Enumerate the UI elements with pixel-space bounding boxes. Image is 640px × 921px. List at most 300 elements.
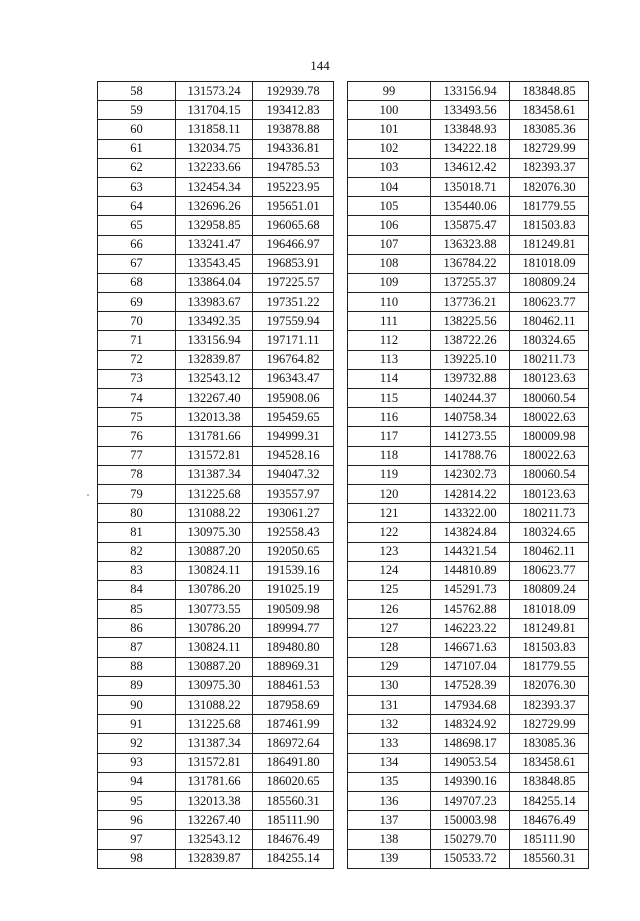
table-row [98, 427, 334, 446]
y-coordinate-cell: 180022.63 [510, 408, 589, 427]
point-number-cell: 77 [98, 446, 176, 465]
x-coordinate-cell: 138722.26 [431, 331, 510, 350]
point-number-cell: 90 [98, 696, 176, 715]
x-coordinate-cell: 131088.22 [176, 504, 253, 523]
x-coordinate-cell: 148698.17 [431, 734, 510, 753]
point-number-cell: 116 [348, 408, 431, 427]
table-row [348, 235, 589, 254]
y-coordinate-cell: 184676.49 [253, 830, 334, 849]
point-number-cell: 58 [98, 82, 176, 101]
table-row [348, 139, 589, 158]
point-number-cell: 66 [98, 235, 176, 254]
y-coordinate-cell: 194336.81 [253, 139, 334, 158]
y-coordinate-cell: 182076.30 [510, 676, 589, 695]
table-row [98, 82, 334, 101]
point-number-cell: 122 [348, 523, 431, 542]
point-number-cell: 71 [98, 331, 176, 350]
point-number-cell: 121 [348, 504, 431, 523]
point-number-cell: 126 [348, 600, 431, 619]
x-coordinate-cell: 140758.34 [431, 408, 510, 427]
x-coordinate-cell: 144810.89 [431, 561, 510, 580]
x-coordinate-cell: 132013.38 [176, 408, 253, 427]
table-row [98, 772, 334, 791]
point-number-cell: 78 [98, 465, 176, 484]
point-number-cell: 119 [348, 465, 431, 484]
point-number-cell: 101 [348, 120, 431, 139]
x-coordinate-cell: 132696.26 [176, 197, 253, 216]
point-number-cell: 135 [348, 772, 431, 791]
table-row [348, 830, 589, 849]
point-number-cell: 64 [98, 197, 176, 216]
x-coordinate-cell: 131387.34 [176, 734, 253, 753]
table-row [98, 101, 334, 120]
x-coordinate-cell: 139732.88 [431, 369, 510, 388]
x-coordinate-cell: 138225.56 [431, 312, 510, 331]
coordinate-table-right [347, 81, 589, 869]
page-number: 144 [310, 58, 330, 73]
x-coordinate-cell: 131704.15 [176, 101, 253, 120]
point-number-cell: 117 [348, 427, 431, 446]
point-number-cell: 128 [348, 638, 431, 657]
x-coordinate-cell: 144321.54 [431, 542, 510, 561]
y-coordinate-cell: 180462.11 [510, 312, 589, 331]
x-coordinate-cell: 133543.45 [176, 254, 253, 273]
table-row [348, 734, 589, 753]
point-number-cell: 104 [348, 177, 431, 196]
point-number-cell: 108 [348, 254, 431, 273]
x-coordinate-cell: 135018.71 [431, 177, 510, 196]
table-row [98, 465, 334, 484]
point-number-cell: 86 [98, 619, 176, 638]
table-row [98, 715, 334, 734]
point-number-cell: 129 [348, 657, 431, 676]
table-row [98, 120, 334, 139]
x-coordinate-cell: 136323.88 [431, 235, 510, 254]
point-number-cell: 85 [98, 600, 176, 619]
table-row [348, 446, 589, 465]
point-number-cell: 131 [348, 696, 431, 715]
x-coordinate-cell: 143322.00 [431, 504, 510, 523]
y-coordinate-cell: 195223.95 [253, 177, 334, 196]
y-coordinate-cell: 182393.37 [510, 158, 589, 177]
x-coordinate-cell: 130786.20 [176, 580, 253, 599]
point-number-cell: 134 [348, 753, 431, 772]
y-coordinate-cell: 180060.54 [510, 465, 589, 484]
table-row [348, 331, 589, 350]
table-row [98, 619, 334, 638]
y-coordinate-cell: 193412.83 [253, 101, 334, 120]
point-number-cell: 92 [98, 734, 176, 753]
point-number-cell: 91 [98, 715, 176, 734]
y-coordinate-cell: 185111.90 [510, 830, 589, 849]
point-number-cell: 110 [348, 293, 431, 312]
table-row [98, 753, 334, 772]
x-coordinate-cell: 148324.92 [431, 715, 510, 734]
table-row [98, 312, 334, 331]
point-number-cell: 96 [98, 811, 176, 830]
y-coordinate-cell: 194528.16 [253, 446, 334, 465]
point-number-cell: 72 [98, 350, 176, 369]
x-coordinate-cell: 131572.81 [176, 753, 253, 772]
x-coordinate-cell: 130975.30 [176, 676, 253, 695]
x-coordinate-cell: 133848.93 [431, 120, 510, 139]
x-coordinate-cell: 130786.20 [176, 619, 253, 638]
x-coordinate-cell: 130824.11 [176, 561, 253, 580]
x-coordinate-cell: 141788.76 [431, 446, 510, 465]
x-coordinate-cell: 131858.11 [176, 120, 253, 139]
x-coordinate-cell: 130824.11 [176, 638, 253, 657]
point-number-cell: 60 [98, 120, 176, 139]
x-coordinate-cell: 131573.24 [176, 82, 253, 101]
x-coordinate-cell: 146671.63 [431, 638, 510, 657]
x-coordinate-cell: 134612.42 [431, 158, 510, 177]
point-number-cell: 105 [348, 197, 431, 216]
x-coordinate-cell: 132267.40 [176, 811, 253, 830]
y-coordinate-cell: 191539.16 [253, 561, 334, 580]
table-row [348, 82, 589, 101]
coordinate-table-right-body [348, 82, 589, 869]
x-coordinate-cell: 141273.55 [431, 427, 510, 446]
table-row [98, 177, 334, 196]
table-row [98, 580, 334, 599]
point-number-cell: 65 [98, 216, 176, 235]
y-coordinate-cell: 180009.98 [510, 427, 589, 446]
scan-speck [87, 494, 89, 496]
table-row [348, 561, 589, 580]
y-coordinate-cell: 196343.47 [253, 369, 334, 388]
y-coordinate-cell: 180211.73 [510, 350, 589, 369]
table-row [348, 542, 589, 561]
x-coordinate-cell: 135875.47 [431, 216, 510, 235]
table-row [98, 389, 334, 408]
x-coordinate-cell: 145762.88 [431, 600, 510, 619]
x-coordinate-cell: 133493.56 [431, 101, 510, 120]
table-row [348, 273, 589, 292]
point-number-cell: 127 [348, 619, 431, 638]
x-coordinate-cell: 132013.38 [176, 791, 253, 810]
table-row [348, 523, 589, 542]
point-number-cell: 136 [348, 791, 431, 810]
x-coordinate-cell: 132543.12 [176, 369, 253, 388]
y-coordinate-cell: 180060.54 [510, 389, 589, 408]
y-coordinate-cell: 188461.53 [253, 676, 334, 695]
x-coordinate-cell: 142302.73 [431, 465, 510, 484]
x-coordinate-cell: 145291.73 [431, 580, 510, 599]
table-row [98, 638, 334, 657]
y-coordinate-cell: 197225.57 [253, 273, 334, 292]
table-row [98, 561, 334, 580]
point-number-cell: 107 [348, 235, 431, 254]
y-coordinate-cell: 181503.83 [510, 638, 589, 657]
point-number-cell: 139 [348, 849, 431, 868]
y-coordinate-cell: 193878.88 [253, 120, 334, 139]
table-row [98, 734, 334, 753]
table-row [98, 139, 334, 158]
x-coordinate-cell: 130975.30 [176, 523, 253, 542]
y-coordinate-cell: 185111.90 [253, 811, 334, 830]
table-row [348, 696, 589, 715]
point-number-cell: 115 [348, 389, 431, 408]
table-row [348, 254, 589, 273]
table-row [348, 120, 589, 139]
y-coordinate-cell: 181249.81 [510, 619, 589, 638]
table-row [348, 177, 589, 196]
point-number-cell: 125 [348, 580, 431, 599]
x-coordinate-cell: 150279.70 [431, 830, 510, 849]
x-coordinate-cell: 150003.98 [431, 811, 510, 830]
y-coordinate-cell: 190509.98 [253, 600, 334, 619]
x-coordinate-cell: 150533.72 [431, 849, 510, 868]
table-row [98, 158, 334, 177]
y-coordinate-cell: 189994.77 [253, 619, 334, 638]
y-coordinate-cell: 194999.31 [253, 427, 334, 446]
coordinate-table-left-body [98, 82, 334, 869]
y-coordinate-cell: 180211.73 [510, 504, 589, 523]
y-coordinate-cell: 183085.36 [510, 734, 589, 753]
y-coordinate-cell: 193557.97 [253, 484, 334, 503]
x-coordinate-cell: 149390.16 [431, 772, 510, 791]
table-row [348, 293, 589, 312]
y-coordinate-cell: 183458.61 [510, 753, 589, 772]
table-row [348, 811, 589, 830]
y-coordinate-cell: 182076.30 [510, 177, 589, 196]
x-coordinate-cell: 146223.22 [431, 619, 510, 638]
y-coordinate-cell: 184676.49 [510, 811, 589, 830]
point-number-cell: 67 [98, 254, 176, 273]
table-row [348, 158, 589, 177]
y-coordinate-cell: 195651.01 [253, 197, 334, 216]
table-row [348, 312, 589, 331]
y-coordinate-cell: 183458.61 [510, 101, 589, 120]
y-coordinate-cell: 184255.14 [253, 849, 334, 868]
y-coordinate-cell: 181779.55 [510, 657, 589, 676]
x-coordinate-cell: 137736.21 [431, 293, 510, 312]
table-row [348, 465, 589, 484]
point-number-cell: 80 [98, 504, 176, 523]
point-number-cell: 130 [348, 676, 431, 695]
x-coordinate-cell: 149053.54 [431, 753, 510, 772]
x-coordinate-cell: 132958.85 [176, 216, 253, 235]
point-number-cell: 79 [98, 484, 176, 503]
table-row [98, 830, 334, 849]
x-coordinate-cell: 139225.10 [431, 350, 510, 369]
point-number-cell: 75 [98, 408, 176, 427]
table-row [98, 235, 334, 254]
point-number-cell: 93 [98, 753, 176, 772]
point-number-cell: 138 [348, 830, 431, 849]
point-number-cell: 59 [98, 101, 176, 120]
x-coordinate-cell: 134222.18 [431, 139, 510, 158]
y-coordinate-cell: 183848.85 [510, 82, 589, 101]
point-number-cell: 89 [98, 676, 176, 695]
point-number-cell: 99 [348, 82, 431, 101]
y-coordinate-cell: 193061.27 [253, 504, 334, 523]
point-number-cell: 102 [348, 139, 431, 158]
x-coordinate-cell: 140244.37 [431, 389, 510, 408]
x-coordinate-cell: 143824.84 [431, 523, 510, 542]
table-row [348, 369, 589, 388]
table-row [98, 254, 334, 273]
y-coordinate-cell: 180324.65 [510, 523, 589, 542]
point-number-cell: 88 [98, 657, 176, 676]
point-number-cell: 123 [348, 542, 431, 561]
x-coordinate-cell: 133241.47 [176, 235, 253, 254]
table-row [348, 638, 589, 657]
x-coordinate-cell: 131225.68 [176, 715, 253, 734]
point-number-cell: 62 [98, 158, 176, 177]
y-coordinate-cell: 180123.63 [510, 484, 589, 503]
table-row [98, 331, 334, 350]
point-number-cell: 83 [98, 561, 176, 580]
point-number-cell: 98 [98, 849, 176, 868]
table-row [98, 676, 334, 695]
x-coordinate-cell: 131225.68 [176, 484, 253, 503]
x-coordinate-cell: 136784.22 [431, 254, 510, 273]
y-coordinate-cell: 186020.65 [253, 772, 334, 791]
point-number-cell: 133 [348, 734, 431, 753]
point-number-cell: 82 [98, 542, 176, 561]
y-coordinate-cell: 182393.37 [510, 696, 589, 715]
point-number-cell: 73 [98, 369, 176, 388]
x-coordinate-cell: 132839.87 [176, 849, 253, 868]
y-coordinate-cell: 194047.32 [253, 465, 334, 484]
y-coordinate-cell: 197351.22 [253, 293, 334, 312]
point-number-cell: 95 [98, 791, 176, 810]
y-coordinate-cell: 188969.31 [253, 657, 334, 676]
table-row [98, 273, 334, 292]
point-number-cell: 113 [348, 350, 431, 369]
y-coordinate-cell: 182729.99 [510, 715, 589, 734]
table-row [348, 484, 589, 503]
x-coordinate-cell: 132454.34 [176, 177, 253, 196]
table-row [98, 523, 334, 542]
table-row [348, 676, 589, 695]
x-coordinate-cell: 131387.34 [176, 465, 253, 484]
x-coordinate-cell: 147934.68 [431, 696, 510, 715]
y-coordinate-cell: 187958.69 [253, 696, 334, 715]
point-number-cell: 84 [98, 580, 176, 599]
table-row [348, 772, 589, 791]
x-coordinate-cell: 149707.23 [431, 791, 510, 810]
point-number-cell: 120 [348, 484, 431, 503]
x-coordinate-cell: 133983.67 [176, 293, 253, 312]
x-coordinate-cell: 133156.94 [176, 331, 253, 350]
y-coordinate-cell: 183085.36 [510, 120, 589, 139]
table-row [98, 446, 334, 465]
table-row [348, 101, 589, 120]
y-coordinate-cell: 197171.11 [253, 331, 334, 350]
y-coordinate-cell: 192558.43 [253, 523, 334, 542]
table-row [348, 408, 589, 427]
table-row [98, 408, 334, 427]
table-row [348, 580, 589, 599]
y-coordinate-cell: 180623.77 [510, 561, 589, 580]
y-coordinate-cell: 191025.19 [253, 580, 334, 599]
point-number-cell: 61 [98, 139, 176, 158]
x-coordinate-cell: 133864.04 [176, 273, 253, 292]
table-row [348, 504, 589, 523]
point-number-cell: 112 [348, 331, 431, 350]
point-number-cell: 87 [98, 638, 176, 657]
point-number-cell: 109 [348, 273, 431, 292]
y-coordinate-cell: 187461.99 [253, 715, 334, 734]
x-coordinate-cell: 131572.81 [176, 446, 253, 465]
y-coordinate-cell: 186972.64 [253, 734, 334, 753]
y-coordinate-cell: 194785.53 [253, 158, 334, 177]
x-coordinate-cell: 132233.66 [176, 158, 253, 177]
point-number-cell: 118 [348, 446, 431, 465]
point-number-cell: 106 [348, 216, 431, 235]
table-row [348, 197, 589, 216]
y-coordinate-cell: 180123.63 [510, 369, 589, 388]
x-coordinate-cell: 132034.75 [176, 139, 253, 158]
y-coordinate-cell: 180809.24 [510, 273, 589, 292]
point-number-cell: 76 [98, 427, 176, 446]
y-coordinate-cell: 183848.85 [510, 772, 589, 791]
table-row [98, 216, 334, 235]
point-number-cell: 63 [98, 177, 176, 196]
y-coordinate-cell: 185560.31 [253, 791, 334, 810]
x-coordinate-cell: 142814.22 [431, 484, 510, 503]
table-row [98, 696, 334, 715]
point-number-cell: 97 [98, 830, 176, 849]
table-row [348, 753, 589, 772]
x-coordinate-cell: 130887.20 [176, 542, 253, 561]
point-number-cell: 69 [98, 293, 176, 312]
point-number-cell: 70 [98, 312, 176, 331]
y-coordinate-cell: 196466.97 [253, 235, 334, 254]
coordinate-table-left [97, 81, 334, 869]
table-row [348, 849, 589, 868]
y-coordinate-cell: 181779.55 [510, 197, 589, 216]
table-row [98, 791, 334, 810]
table-row [98, 197, 334, 216]
y-coordinate-cell: 180809.24 [510, 580, 589, 599]
table-row [348, 657, 589, 676]
table-row [98, 293, 334, 312]
table-row [348, 427, 589, 446]
x-coordinate-cell: 131781.66 [176, 427, 253, 446]
table-row [98, 369, 334, 388]
table-row [348, 791, 589, 810]
y-coordinate-cell: 192939.78 [253, 82, 334, 101]
x-coordinate-cell: 130773.55 [176, 600, 253, 619]
table-row [348, 350, 589, 369]
point-number-cell: 103 [348, 158, 431, 177]
y-coordinate-cell: 196764.82 [253, 350, 334, 369]
y-coordinate-cell: 185560.31 [510, 849, 589, 868]
y-coordinate-cell: 186491.80 [253, 753, 334, 772]
table-row [98, 849, 334, 868]
y-coordinate-cell: 192050.65 [253, 542, 334, 561]
table-row [348, 216, 589, 235]
table-row [348, 619, 589, 638]
x-coordinate-cell: 130887.20 [176, 657, 253, 676]
x-coordinate-cell: 147528.39 [431, 676, 510, 695]
table-row [98, 350, 334, 369]
y-coordinate-cell: 195459.65 [253, 408, 334, 427]
x-coordinate-cell: 132839.87 [176, 350, 253, 369]
y-coordinate-cell: 195908.06 [253, 389, 334, 408]
x-coordinate-cell: 131088.22 [176, 696, 253, 715]
y-coordinate-cell: 181018.09 [510, 600, 589, 619]
table-row [98, 811, 334, 830]
y-coordinate-cell: 189480.80 [253, 638, 334, 657]
point-number-cell: 111 [348, 312, 431, 331]
point-number-cell: 124 [348, 561, 431, 580]
table-row [98, 542, 334, 561]
y-coordinate-cell: 196853.91 [253, 254, 334, 273]
